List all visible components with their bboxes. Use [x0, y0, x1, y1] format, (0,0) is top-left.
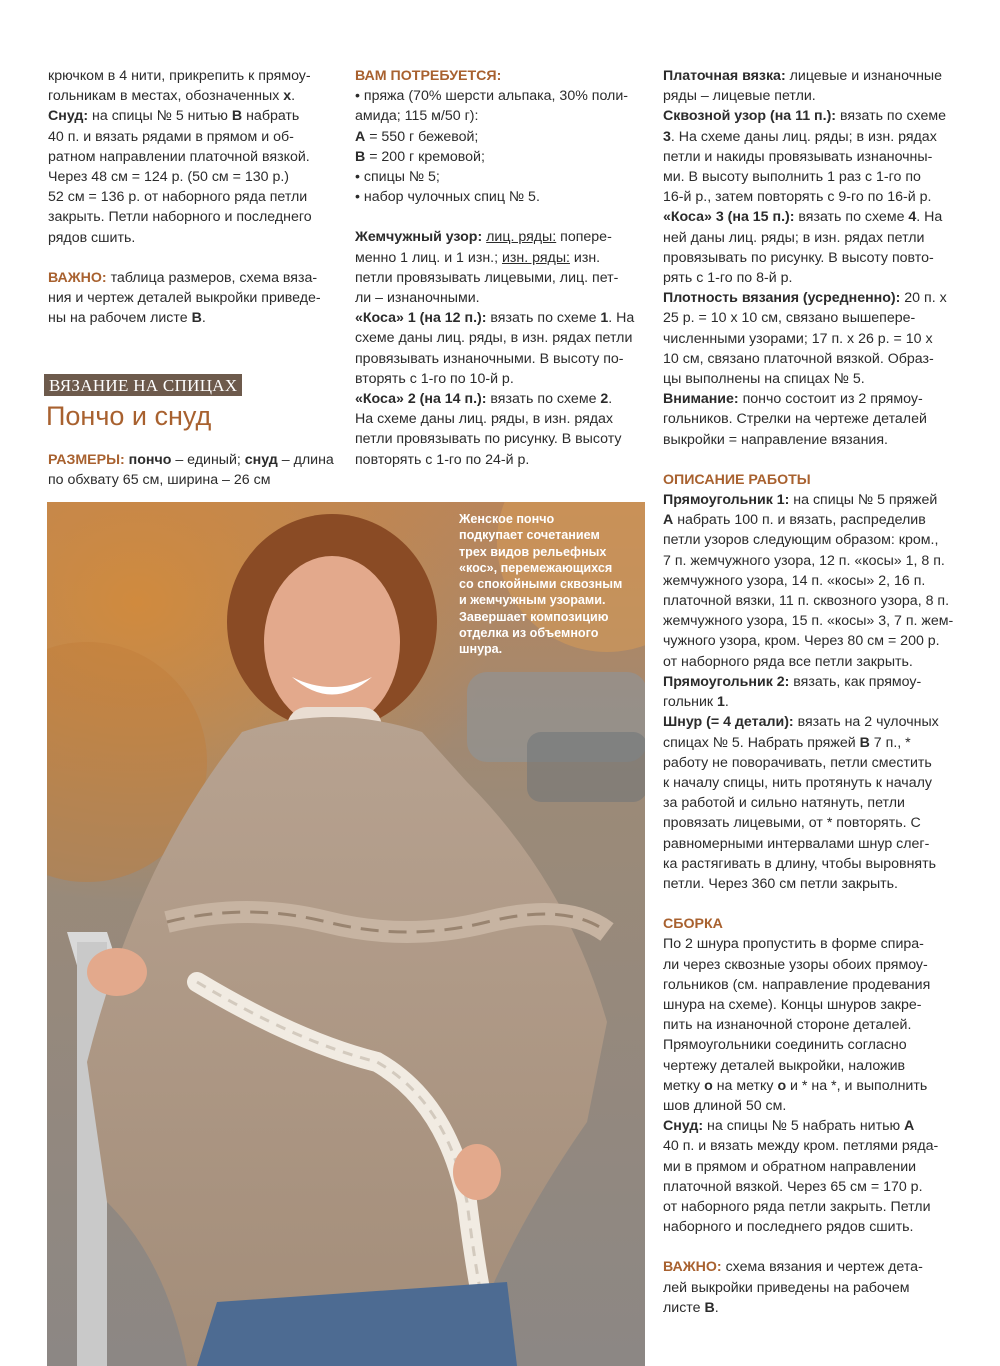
text: вязать по схеме	[486, 310, 601, 327]
text: . На	[608, 310, 635, 327]
text-line: 52 см = 136 р. от наборного ряда петли	[48, 189, 308, 206]
text-line: петли провязывать лицевыми, лиц. пет-	[355, 269, 619, 286]
text-line: ратном направлении платочной вязкой.	[48, 148, 310, 165]
text: на спицы № 5 пряжей	[789, 492, 938, 509]
text-line: выкройки = направление вязания.	[663, 431, 888, 448]
important-label: ВАЖНО:	[663, 1259, 722, 1276]
text: вязать на 2 чулочных	[793, 714, 939, 731]
text-line: работу не поворачивать, петли сместить	[663, 754, 932, 771]
text-line: от наборного ряда петли закрыть. Петли	[663, 1198, 931, 1215]
text-line: 16-й р., затем повторять с 9-го по 16-й р.	[663, 189, 932, 206]
text-line	[663, 1298, 955, 1318]
text-line	[355, 227, 647, 247]
text: менно 1 лиц. и 1 изн.;	[355, 249, 502, 266]
text-line: жемчужного узора, 14 п. «косы» 2, 16 п.	[663, 572, 926, 589]
text-line	[48, 66, 336, 86]
snud-paragraph	[48, 106, 336, 126]
caption-line: «кос», перемежающихся	[459, 560, 613, 575]
text: = 200 г кремовой;	[365, 148, 485, 165]
text-line: По 2 шнура пропустить в форме спира-	[663, 936, 924, 953]
text-line: ми. В высоту выполнить 1 раз с 1-го по	[663, 169, 921, 186]
text-line: 25 р. = 10 х 10 см, связано вышепере-	[663, 310, 916, 327]
column-left	[48, 66, 336, 328]
yarn-letter: А	[355, 128, 366, 145]
sheet-letter: В	[704, 1299, 715, 1316]
text-line	[663, 106, 955, 126]
text: гольникам в местах, обозначенных	[48, 88, 284, 105]
text-line	[355, 308, 647, 328]
important-label: ВАЖНО:	[48, 269, 107, 286]
text: .	[608, 391, 613, 408]
description-heading: ОПИСАНИЕ РАБОТЫ	[663, 471, 811, 488]
pattern-label: «Коса» 1 (на 12 п.):	[355, 310, 487, 327]
text: вязать, как прямоу-	[789, 673, 922, 690]
density-label: Плотность вязания (усредненно):	[663, 290, 901, 307]
text-line	[663, 490, 955, 510]
sizes-block	[48, 450, 338, 490]
text-line: провязывать по рисунку. В высоту повто-	[663, 249, 934, 266]
text: .	[201, 310, 206, 327]
column-right	[663, 66, 955, 1318]
text-line	[48, 308, 336, 328]
text-line	[663, 692, 955, 712]
text-line	[663, 712, 955, 732]
caption-line: отделка из объемного	[459, 626, 599, 641]
text-line	[355, 127, 647, 147]
text-line: за работой и сильно натянуть, петли	[663, 795, 905, 812]
snud-label: Снуд:	[663, 1118, 704, 1135]
text-line: по обхвату 65 см, ширина – 26 см	[48, 472, 271, 489]
text-line: Прямоугольники соединить согласно	[663, 1037, 907, 1054]
rect-number: 1	[717, 694, 725, 711]
text-line: амида; 115 м/50 г):	[355, 108, 479, 125]
text: лиц. ряды:	[486, 229, 557, 246]
section-tag: ВЯЗАНИЕ НА СПИЦАХ	[44, 374, 242, 396]
caption-line: трех видов рельефных	[459, 544, 607, 559]
text-line: ней даны лиц. ряды; в изн. рядах петли	[663, 229, 925, 246]
sheet-letter: В	[191, 310, 202, 327]
text-line	[663, 1116, 955, 1136]
caption-line: шнура.	[459, 642, 503, 657]
text-line	[663, 127, 955, 147]
text-line: закрыть. Петли наборного и последнего	[48, 209, 312, 226]
text-line: провязывать изнаночными. В высоту по-	[355, 350, 624, 367]
caption-line: Женское пончо	[459, 512, 555, 526]
text: метку	[663, 1077, 705, 1094]
attention-label: Внимание:	[663, 391, 739, 408]
text-line	[663, 510, 955, 530]
text-line: чертежу деталей выкройки, наложив	[663, 1057, 906, 1074]
text: схема вязания и чертеж дета-	[721, 1259, 923, 1276]
text: . На схеме даны лиц. ряды; в изн. рядах	[670, 128, 937, 145]
mark-o: о	[704, 1077, 713, 1094]
text: гольник	[663, 694, 718, 711]
text: таблица размеров, схема вяза-	[106, 269, 318, 286]
scheme-number: 3	[663, 128, 671, 145]
scheme-number: 4	[908, 209, 917, 226]
materials-heading: ВАМ ПОТРЕБУЕТСЯ:	[355, 68, 502, 84]
rect1-label: Прямоугольник 1:	[663, 492, 790, 509]
text: .	[291, 88, 296, 105]
text-line: 40 п. и вязать рядами в прямом и об-	[48, 128, 294, 145]
text-line	[355, 248, 647, 268]
text-line: ли через сквозные узоры обоих прямоу-	[663, 956, 928, 973]
text: и * на *, и выполнить	[786, 1077, 928, 1094]
text-line: гольников (см. направление продевания	[663, 976, 931, 993]
text-line: рядов сшить.	[48, 229, 136, 246]
text-line	[663, 389, 955, 409]
pattern-label: Жемчужный узор:	[355, 229, 483, 246]
text-line: 10 см, связано платочной вязкой. Образ-	[663, 350, 934, 367]
text: = 550 г бежевой;	[365, 128, 479, 145]
text-line: На схеме даны лиц. ряды, в изн. рядах	[355, 411, 614, 428]
text-line	[48, 450, 338, 470]
text-line: петли узоров следующим образом: кром.,	[663, 532, 939, 549]
snud-label: снуд	[244, 452, 278, 468]
text-line: гольников. Стрелки на чертеже деталей	[663, 411, 927, 428]
text: . На	[916, 209, 943, 226]
text-line: • пряжа (70% шерсти альпака, 30% поли-	[355, 88, 628, 105]
text: попере-	[556, 229, 612, 246]
text-line: рять с 1-го по 8-й р.	[663, 270, 793, 287]
text: .	[724, 694, 729, 711]
text-line	[355, 147, 647, 167]
article-title: Пончо и снуд	[46, 401, 212, 431]
text-line	[48, 86, 336, 106]
text-line: чужного узора, кром. Через 80 см = 200 р.	[663, 633, 940, 650]
cord-label: Шнур (= 4 детали):	[663, 714, 794, 731]
pattern-label: «Коса» 2 (на 14 п.):	[355, 391, 487, 408]
text: 20 п. х	[900, 290, 947, 307]
text-line: петли и накиды провязывать изнаночны-	[663, 148, 933, 165]
text: – единый;	[171, 452, 245, 468]
text-line	[355, 389, 647, 409]
important-note	[48, 268, 336, 288]
assembly-heading: СБОРКА	[663, 916, 723, 933]
text-line: к началу спицы, нить протянуть к началу	[663, 774, 932, 791]
text-line	[663, 1076, 955, 1096]
scheme-number: 2	[600, 391, 609, 408]
text-line	[663, 66, 955, 86]
text-line: петли провязывать по рисунку. В высоту	[355, 431, 622, 448]
text: на спицы № 5 набрать нитью	[703, 1118, 905, 1135]
mark-o: о	[777, 1077, 787, 1094]
rect2-label: Прямоугольник 2:	[663, 673, 790, 690]
text: лицевые и изнаночные	[785, 68, 942, 84]
yarn-letter: В	[231, 108, 243, 125]
text-line: пить на изнаночной стороне деталей.	[663, 1017, 912, 1034]
text-line: платочной вязкой. Через 65 см = 170 р.	[663, 1178, 923, 1195]
text-line	[663, 672, 955, 692]
caption-line: подкупает сочетанием	[459, 528, 600, 543]
text: .	[714, 1299, 719, 1316]
text-line: от наборного ряда все петли закрыть.	[663, 653, 913, 670]
photo-caption	[459, 511, 639, 658]
text-line: жемчужного узора, 15 п. «косы» 3, 7 п. жем-	[663, 613, 954, 630]
text-line	[663, 733, 955, 753]
important-note	[663, 1257, 955, 1277]
text-line: ли – изнаночными.	[355, 290, 480, 307]
poncho-label: пончо	[128, 452, 172, 468]
text-line: Через 48 см = 124 р. (50 см = 130 р.)	[48, 169, 290, 186]
pattern-label: «Коса» 3 (на 15 п.):	[663, 209, 795, 226]
yarn-letter: В	[859, 734, 870, 751]
text-line: провязать лицевыми, от * повторять. С	[663, 815, 921, 832]
text-line: наборного и последнего рядов сшить.	[663, 1219, 914, 1236]
text-line: • набор чулочных спиц № 5.	[355, 189, 540, 206]
pattern-label: Платочная вязка:	[663, 68, 786, 84]
text: вязать по схеме	[836, 108, 947, 125]
text-line: схеме даны лиц. ряды, в изн. рядах петли	[355, 330, 633, 347]
text-line: ряды – лицевые петли.	[663, 88, 816, 105]
text-line: петли. Через 360 см петли закрыть.	[663, 875, 898, 892]
yarn-letter: А	[904, 1118, 915, 1135]
text-line: ми в прямом и обратном направлении	[663, 1158, 917, 1175]
text-line	[663, 288, 955, 308]
text: на спицы № 5 нитью	[88, 108, 232, 125]
text-line: равномерными интервалами шнур слег-	[663, 835, 930, 852]
text-line: 40 п. и вязать между кром. петлями ряда-	[663, 1138, 939, 1155]
text: крючком в 4 нити, прикрепить к прямоу-	[48, 68, 311, 84]
text: вязать по схеме	[794, 209, 909, 226]
caption-line: Завершает композицию	[459, 609, 609, 624]
caption-line: со спокойными сквозным	[459, 577, 623, 592]
text: изн.	[569, 249, 601, 266]
text-line: ка растягивать в длину, чтобы выровнять	[663, 855, 936, 872]
scheme-number: 1	[600, 310, 609, 327]
text: 7 п., *	[869, 734, 911, 751]
text-line: повторять с 1-го по 24-й р.	[355, 451, 530, 468]
text: набрать	[242, 108, 300, 125]
yarn-letter: А	[663, 512, 674, 529]
text-line	[663, 207, 955, 227]
text: ны на рабочем листе	[48, 310, 192, 327]
text-line: шнура на схеме). Концы шнуров закре-	[663, 996, 922, 1013]
column-middle	[355, 66, 647, 470]
mark-x: х	[283, 88, 292, 105]
snud-label: Снуд:	[48, 108, 89, 125]
text: спицах № 5. Набрать пряжей	[663, 734, 860, 751]
caption-line: и жемчужным узорами.	[459, 593, 606, 608]
text: изн. ряды:	[501, 249, 570, 266]
text: пончо состоит из 2 прямоу-	[738, 391, 923, 408]
text: набрать 100 п. и вязать, распределив	[673, 512, 926, 529]
text-line: вторять с 1-го по 10-й р.	[355, 370, 514, 387]
text-line: цы выполнены на спицах № 5.	[663, 371, 865, 388]
text-line: • спицы № 5;	[355, 169, 440, 186]
text-line: шов длиной 50 см.	[663, 1097, 787, 1114]
text-line: лей выкройки приведены на рабочем	[663, 1279, 910, 1296]
text: на метку	[712, 1077, 778, 1094]
pattern-label: Сквозной узор (на 11 п.):	[663, 108, 837, 125]
text-line: ния и чертеж деталей выкройки приведе-	[48, 290, 321, 307]
text-line: 7 п. жемчужного узора, 12 п. «косы» 1, 8 п.	[663, 552, 945, 569]
text: – длина	[277, 452, 334, 468]
text: вязать по схеме	[486, 391, 601, 408]
yarn-letter: В	[355, 148, 366, 165]
sizes-label: РАЗМЕРЫ:	[48, 452, 125, 468]
text-line: численными узорами; 17 п. х 26 р. = 10 х	[663, 330, 933, 347]
text-line: платочной вязки, 11 п. сквозного узора, 8 п.	[663, 593, 950, 610]
text: листе	[663, 1299, 705, 1316]
